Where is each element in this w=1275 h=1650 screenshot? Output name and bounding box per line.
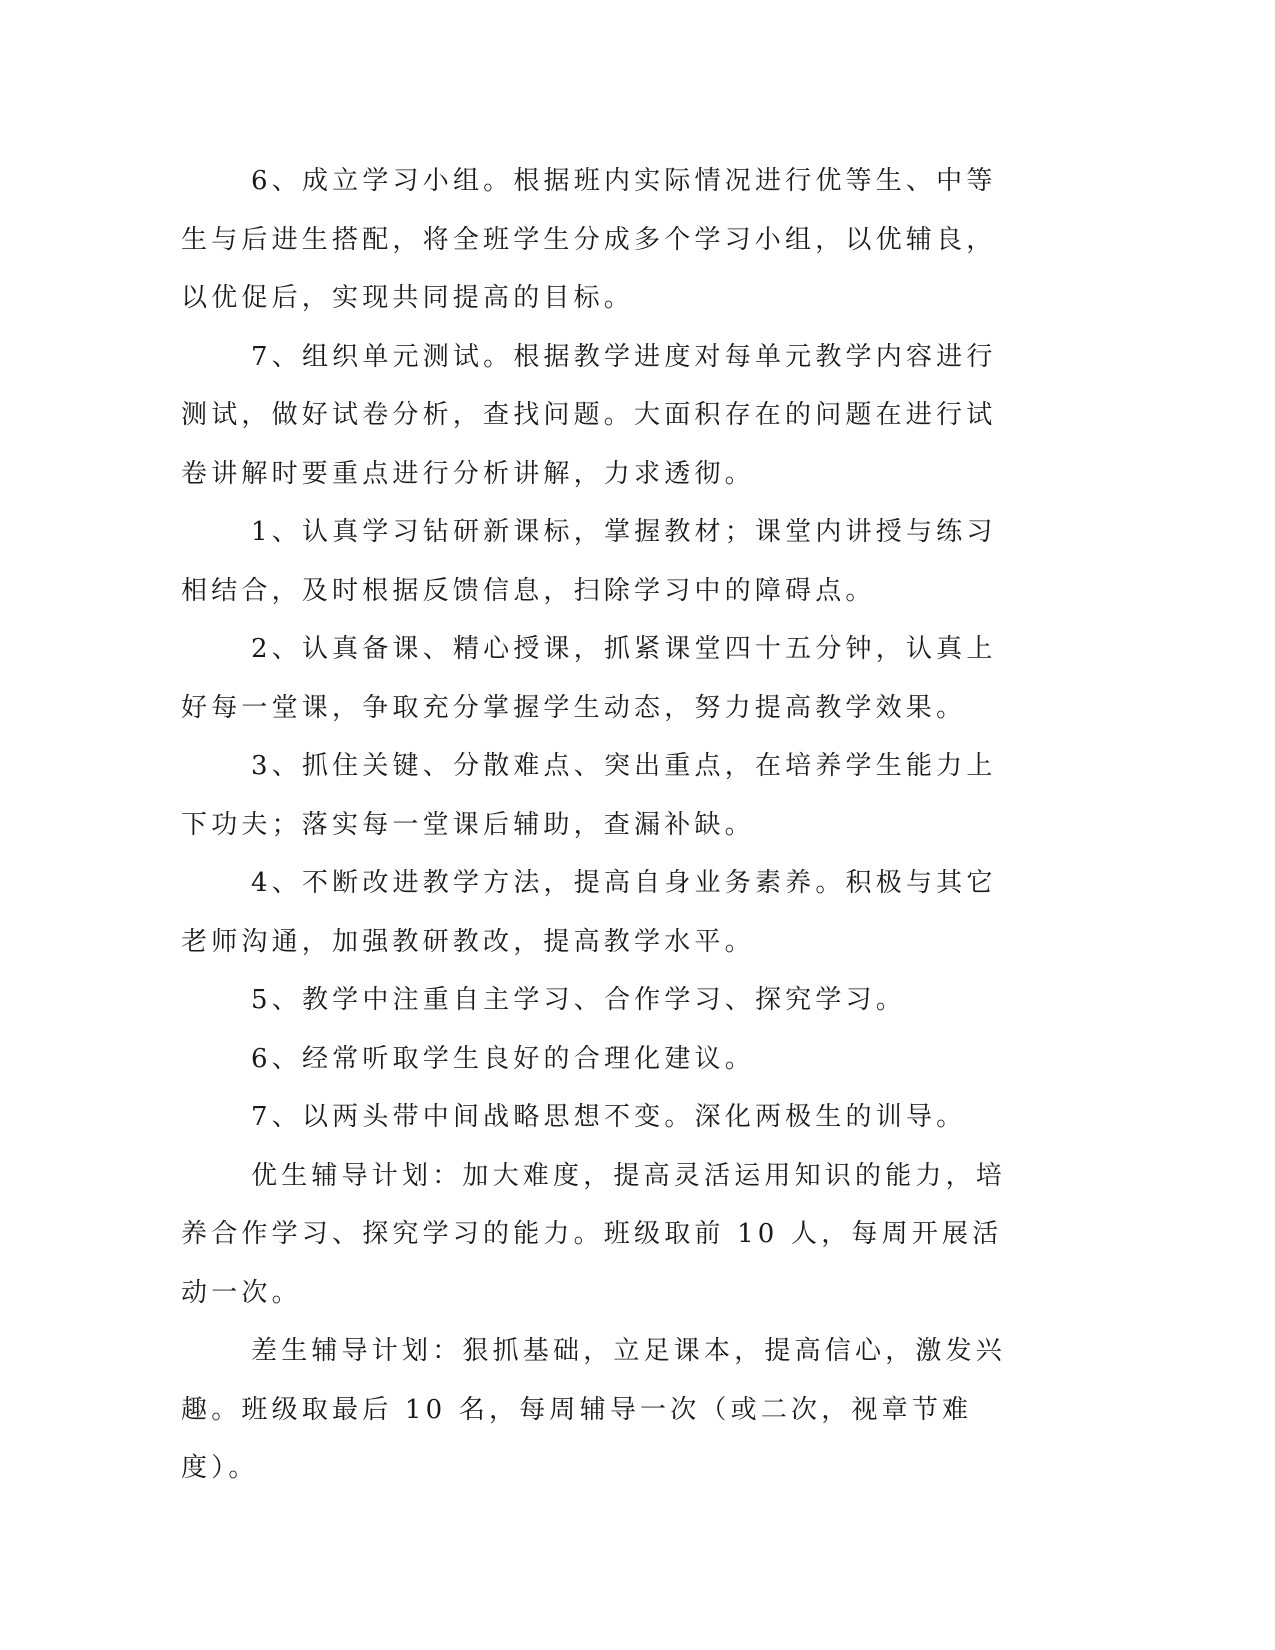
paragraph-unit-tests: 7、组织单元测试。根据教学进度对每单元教学内容进行测试，做好试卷分析，查找问题。大面积存在的问题在进行试卷讲解时要重点进行分析讲解，力求透彻。 bbox=[181, 341, 997, 489]
paragraph-autonomous-learning: 5、教学中注重自主学习、合作学习、探究学习。 bbox=[251, 985, 906, 1015]
paragraph-study-curriculum: 1、认真学习钻研新课标，掌握教材；课堂内讲授与练习相结合，及时根据反馈信息，扫除学习中的障碍点。 bbox=[181, 517, 997, 606]
paragraph-lesson-prep: 2、认真备课、精心授课，抓紧课堂四十五分钟，认真上好每一堂课，争取充分掌握学生动态，努力提高教学效果。 bbox=[181, 634, 997, 723]
paragraph-teaching-methods: 4、不断改进教学方法，提高自身业务素养。积极与其它老师沟通，加强教研教改，提高教学水平。 bbox=[181, 868, 997, 957]
paragraph-form-study-groups: 6、成立学习小组。根据班内实际情况进行优等生、中等生与后进生搭配，将全班学生分成多个学习小组，以优辅良，以优促后，实现共同提高的目标。 bbox=[181, 166, 997, 313]
paragraph-top-student-plan: 优生辅导计划：加大难度，提高灵活运用知识的能力，培养合作学习、探究学习的能力。班级取前 10 人，每周开展活动一次。 bbox=[181, 1160, 1007, 1308]
paragraph-student-suggestions: 6、经常听取学生良好的合理化建议。 bbox=[251, 1043, 755, 1074]
paragraph-key-points: 3、抓住关键、分散难点、突出重点，在培养学生能力上下功夫；落实每一堂课后辅助，查漏补缺。 bbox=[181, 751, 997, 840]
paragraph-strategy: 7、以两头带中间战略思想不变。深化两极生的训导。 bbox=[251, 1102, 967, 1132]
document-body bbox=[181, 152, 1021, 1498]
paragraph-struggling-student-plan: 差生辅导计划：狠抓基础，立足课本，提高信心，激发兴趣。班级取最后 10 名，每周辅导一次（或二次，视章节难度）。 bbox=[181, 1336, 1007, 1483]
